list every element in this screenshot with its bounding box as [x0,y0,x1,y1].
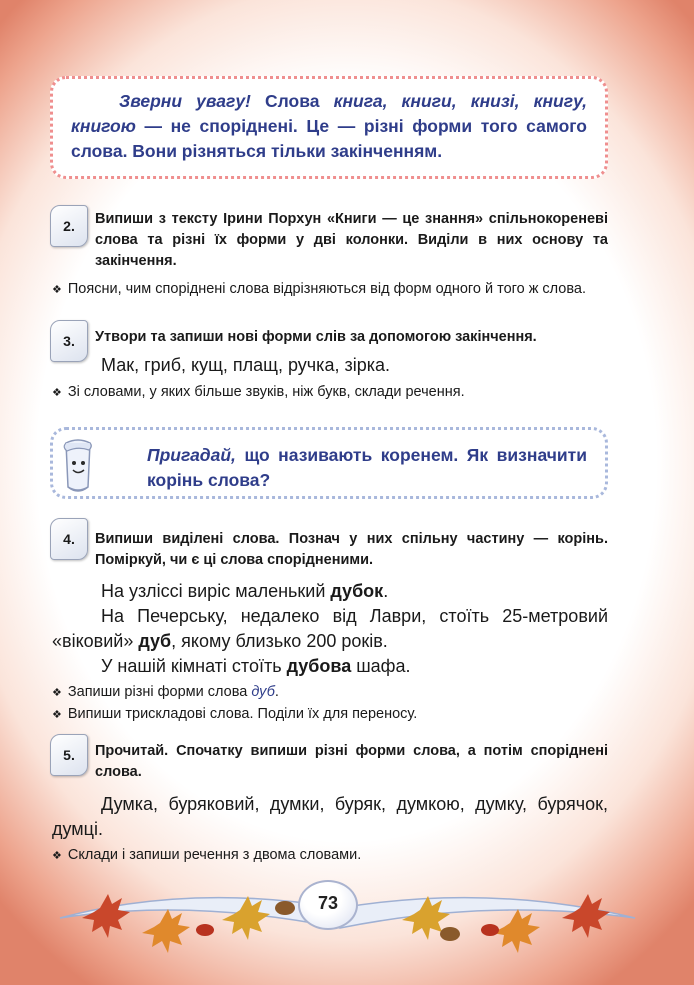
attention-box [50,76,608,179]
page-number: 73 [317,893,339,913]
maple-leaf-icon [142,909,190,953]
rowan-berries-icon [481,924,499,936]
exercise-4-sentence-3: У нашій кімнаті стоїть дубова шафа. [101,656,411,676]
exercise-5-note: ❖ Склади і запиши речення з двома словами. [52,845,608,867]
attention-lead: Зверни увагу! [119,91,251,111]
exercise-4-note-2: ❖ Випиши трискладові слова. Поділи їх для переносу. [52,704,608,726]
recall-lead: Пригадай, [147,445,236,465]
acorn-icon [275,901,295,915]
exercise-4-sentence-2: На Печерську, недалеко від Лаври, стоїть 25-метровий «віковий» дуб, якому близько 200 років. [52,606,608,651]
exercise-4-number: 4. [50,518,88,560]
highlighted-word-dub: дуб [138,631,172,651]
exercise-2-task: Випиши з тексту Ірини Порхун «Книги — це знання» спільнокореневі слова та різні їх форми у дві колонки. Виділи в них основу та закінчення. [95,211,608,269]
attention-words: книга, книги, книзі, книгу, книгою [71,91,587,136]
attention-text: Зверни увагу! Слова книга, книги, книзі, книгу, книгою — не споріднені. Це — різні форми того самого слова. Вони різняться тільки закінченням. [71,91,587,161]
rowan-berries-icon [196,924,214,936]
exercise-3-number: 3. [50,320,88,362]
exercise-4-note-1-word: дуб [251,684,275,700]
exercise-5-task: Прочитай. Спочатку випиши різні форми слова, а потім споріднені слова. [95,743,608,780]
exercise-2-note: ❖ Поясни, чим споріднені слова відрізняються від форм одного й того ж слова. [52,279,608,301]
exercise-5-words: Думка, буряковий, думки, буряк, думкою, думку, бурячок, думці. [52,794,608,839]
scroll-icon [58,437,98,495]
exercise-3-words: Мак, гриб, кущ, плащ, ручка, зірка. [101,355,391,375]
exercise-3-note: ❖ Зі словами, у яких більше звуків, ніж букв, склади речення. [52,382,608,404]
recall-box [50,427,608,499]
recall-text: Пригадай, що називають коренем. Як визначити корінь слова? [147,445,587,490]
maple-leaf-icon [562,894,610,938]
exercise-4-task: Випиши виділені слова. Познач у них спільну частину — корінь. Поміркуй, чи є ці слова спорідненими. [95,531,608,568]
acorn-icon [440,927,460,941]
exercise-2-number: 2. [50,205,88,247]
highlighted-word-dubok: дубок [330,581,384,601]
maple-leaf-icon [82,894,130,938]
exercise-3-task: Утвори та запиши нові форми слів за допомогою закінчення. [95,329,537,345]
maple-leaf-icon [492,909,540,953]
exercise-4-sentence-1: На узліссі виріс маленький дубок. [101,581,389,601]
highlighted-word-dubova: дубова [286,656,352,676]
exercise-5-number: 5. [50,734,88,776]
exercise-4-note-1: ❖ Запиши різні форми слова дуб. [52,682,608,704]
